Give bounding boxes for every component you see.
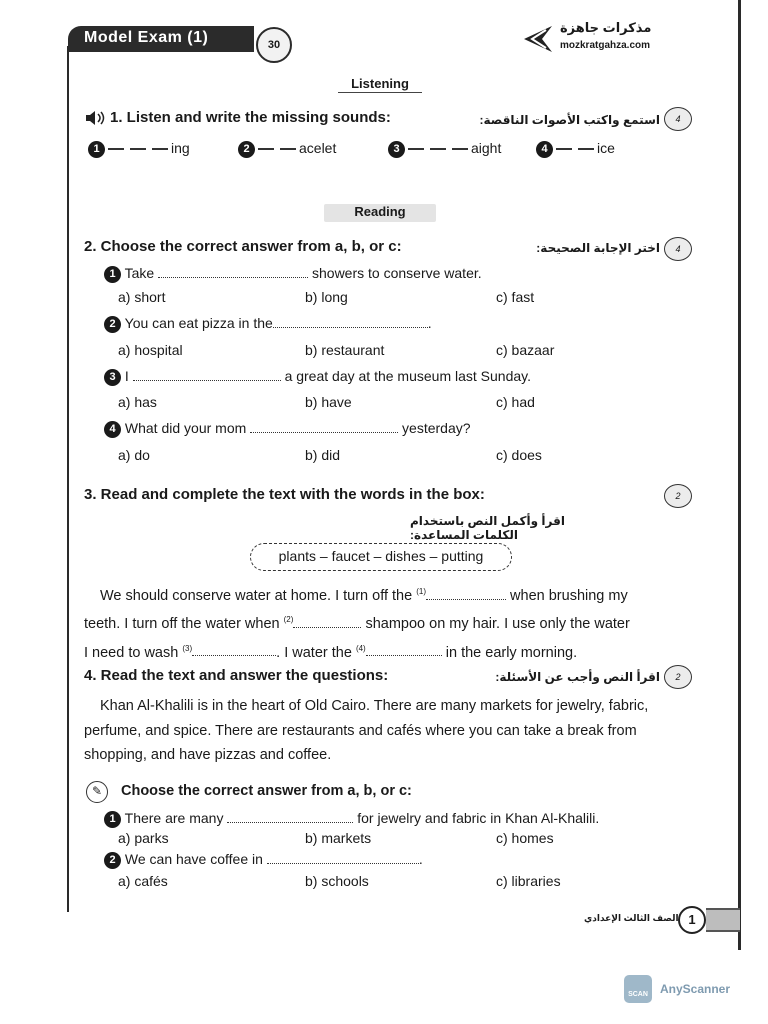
q1-item-suffix: acelet: [299, 140, 337, 156]
q1-arabic: استمع واكتب الأصوات الناقصة:: [479, 113, 660, 127]
logo-arabic-text: مذكرات جاهزة: [560, 20, 652, 35]
q3-line-1: We should conserve water at home. I turn off the $^{(1)}$ when brushing my: [100, 587, 628, 604]
number-marker: 1: [104, 811, 121, 828]
listening-section-title: Listening: [338, 76, 422, 93]
q1-item-suffix: ing: [171, 140, 190, 156]
q3-marks-badge: 2: [664, 484, 692, 508]
page-left-border: [67, 46, 69, 912]
q2-question-2: 2 You can eat pizza in the .: [104, 315, 432, 333]
scanner-logo-icon: SCAN: [624, 975, 652, 1003]
number-marker: 3: [388, 141, 405, 158]
publisher-logo: [520, 18, 680, 58]
footer-grade-label: الصف الثالث الإعدادي: [584, 913, 679, 923]
word-box: plants – faucet – dishes – putting: [250, 543, 512, 571]
q3-arabic: اقرأ وأكمل النص باستخدام الكلمات المساعدة:: [410, 514, 565, 542]
q2-2-option-c: c) bazaar: [496, 342, 555, 358]
q4-question-2: 2 We can have coffee in .: [104, 851, 423, 869]
q3-line-2: teeth. I turn off the water when $^{(2)}$ shampoo on my hair. I use only the water: [84, 615, 630, 633]
number-marker: 4: [104, 421, 121, 438]
q2-4-option-b: b) did: [305, 447, 341, 463]
answer-blank: [192, 644, 276, 656]
q1-heading: [84, 109, 391, 126]
q1-item-3: [388, 140, 501, 158]
q3-text: [84, 580, 684, 665]
q2-1-option-c: c) fast: [496, 289, 535, 305]
q2-4-option-a: a) do: [118, 447, 150, 463]
q4-1-option-b: b) markets: [305, 830, 372, 846]
q1-item-4: [536, 140, 615, 158]
answer-blank: [366, 644, 442, 656]
number-marker: 4: [536, 141, 553, 158]
number-marker: 2: [104, 852, 121, 869]
q2-1-option-b: b) long: [305, 289, 348, 305]
q4-1-option-a: a) parks: [118, 830, 169, 846]
logo-url: mozkratgahza.com: [560, 40, 651, 51]
q2-3-option-c: c) had: [496, 394, 535, 410]
q4-question-1: 1 There are many for jewelry and fabric in Khan Al-Khalili.: [104, 810, 599, 828]
q3-line-3: I need to wash $^{(3)}$ . I water the $^{(4)}$ in the early morning.: [84, 643, 578, 661]
score-badge: 30: [256, 27, 292, 63]
q1-item-2: [238, 140, 336, 158]
q2-question-1: 1 Take showers to conserve water.: [104, 265, 482, 283]
answer-blank: [158, 266, 308, 278]
scanner-name: AnyScanner: [660, 982, 731, 996]
answer-blank: [267, 852, 419, 864]
q4-2-option-a: a) cafés: [118, 873, 168, 889]
answer-blank: [273, 316, 428, 328]
number-marker: 2: [238, 141, 255, 158]
q4-2-option-b: b) schools: [305, 873, 369, 889]
q2-arabic: اختر الإجابة الصحيحة:: [536, 241, 660, 255]
answer-blank: [133, 369, 281, 381]
page-right-border: [738, 0, 741, 950]
q1-item-suffix: aight: [471, 140, 502, 156]
q2-question-3: 3 I a great day at the museum last Sunday.: [104, 368, 531, 386]
q2-2-option-a: a) hospital: [118, 342, 183, 358]
answer-blank: [426, 588, 506, 600]
number-marker: 1: [88, 141, 105, 158]
q1-heading-text: 1. Listen and write the missing sounds:: [110, 109, 391, 126]
q4-passage: Khan Al-Khalili is in the heart of Old Cairo. There are many markets for jewelry, fabric, perfume, and spice. There are restaurants and cafés where you can take a break from shopping, and have pizzas and coffee.: [84, 698, 649, 763]
q2-4-option-c: c) does: [496, 447, 542, 463]
q1-item-1: [88, 140, 190, 158]
q2-marks-badge: 4: [664, 237, 692, 261]
number-marker: 1: [104, 266, 121, 283]
q2-1-option-a: a) short: [118, 289, 166, 305]
q3-heading: 3. Read and complete the text with the words in the box:: [84, 486, 485, 503]
scanner-watermark: [624, 975, 754, 1005]
q2-3-option-a: a) has: [118, 394, 157, 410]
answer-blank: [250, 421, 398, 433]
answer-blank: [293, 616, 361, 628]
reading-section-title: Reading: [324, 204, 436, 222]
q1-item-suffix: ice: [597, 140, 615, 156]
q2-3-option-b: b) have: [305, 394, 352, 410]
logo-arrow-icon: [520, 24, 554, 54]
answer-blank: [227, 811, 353, 823]
q4-arabic: اقرأ النص وأجب عن الأسئلة:: [495, 670, 660, 684]
q2-heading: 2. Choose the correct answer from a, b, or c:: [84, 238, 402, 255]
q2-question-4: 4 What did your mom yesterday?: [104, 420, 471, 438]
q4-2-option-c: c) libraries: [496, 873, 561, 889]
page-tab: [706, 908, 740, 932]
q4-sub-heading: Choose the correct answer from a, b, or c:: [121, 783, 412, 799]
number-marker: 2: [104, 316, 121, 333]
q4-heading: 4. Read the text and answer the questions:: [84, 667, 389, 684]
q2-2-option-b: b) restaurant: [305, 342, 385, 358]
q4-1-option-c: c) homes: [496, 830, 554, 846]
speaker-icon: [84, 111, 106, 125]
q1-marks-badge: 4: [664, 107, 692, 131]
pencil-icon: ✎: [86, 781, 108, 803]
number-marker: 3: [104, 369, 121, 386]
page-number: 1: [678, 906, 706, 934]
q4-marks-badge: 2: [664, 665, 692, 689]
exam-title: Model Exam (1): [68, 26, 254, 52]
